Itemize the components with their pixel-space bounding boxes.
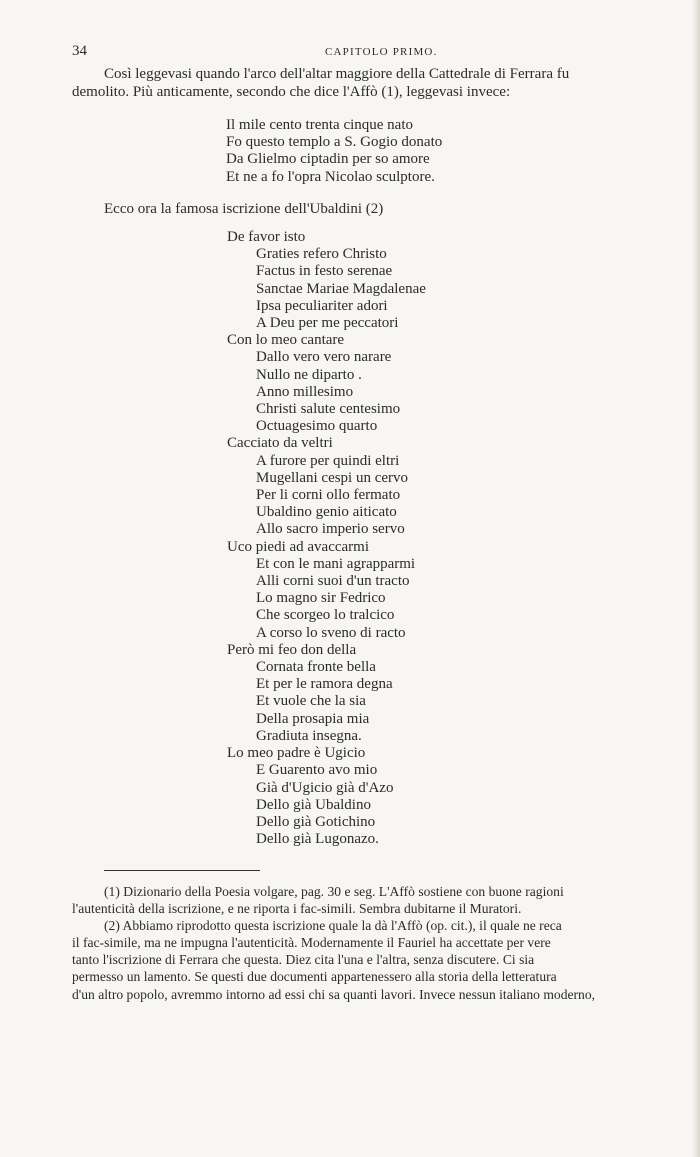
verse-line: Mugellani cespi un cervo <box>256 469 409 486</box>
verse-line: Per li corni ollo fermato <box>256 487 401 504</box>
verse-line: Octuagesimo quarto <box>256 418 378 435</box>
verse-line: Et vuole che la sia <box>256 693 366 710</box>
verse-line: Fo questo templo a S. Gogio donato <box>226 134 443 151</box>
verse-line: Dello già Lugonazo. <box>256 831 379 848</box>
verse-line: Cornata fronte bella <box>256 659 376 676</box>
verse-line: Nullo ne diparto . <box>256 366 362 383</box>
chapter-title: CAPITOLO PRIMO. <box>325 46 438 58</box>
verse-line: Dello già Gotichino <box>256 813 376 830</box>
page-edge <box>692 0 700 1157</box>
verse-line: Graties refero Christo <box>256 246 387 263</box>
verse-line: Con lo meo cantare <box>227 332 345 349</box>
intro-line: Così leggevasi quando l'arco dell'altar maggiore della Cattedrale di Ferrara fu <box>104 66 570 82</box>
verse-line: Factus in festo serenae <box>256 263 393 280</box>
verse-line: A furore per quindi eltri <box>256 452 400 469</box>
ferrara-inscription <box>226 117 442 186</box>
footnote-line: permesso un lamento. Se questi due documenti appartenessero alla storia della letteratura <box>72 969 557 985</box>
footnote-line: (1) Dizionario della Poesia volgare, pag. 30 e seg. L'Affò sostiene con buone ragioni <box>104 884 564 899</box>
verse-line: Già d'Ugicio già d'Azo <box>256 779 394 796</box>
verse-line: E Guarento avo mio <box>256 762 378 779</box>
transition-paragraph <box>72 201 692 219</box>
verse-line: Et per le ramora degna <box>256 676 393 693</box>
verse-line: De favor isto <box>227 229 306 245</box>
page-number: 34 <box>72 43 87 59</box>
footnotes <box>72 883 684 1003</box>
verse-line: Allo sacro imperio servo <box>256 521 405 538</box>
verse-line: Uco piedi ad avaccarmi <box>227 538 370 555</box>
verse-line: Cacciato da veltri <box>227 435 333 452</box>
verse-line: Però mi feo don della <box>227 641 357 658</box>
verse-line: Dello già Ubaldino <box>256 796 371 813</box>
footnote <box>72 917 684 1002</box>
verse-line: Che scorgeo lo tralcico <box>256 607 395 624</box>
footnote-separator <box>104 870 260 871</box>
verse-line: Ubaldino genio aiticato <box>256 504 397 521</box>
verse-line: Et ne a fo l'opra Nicolao sculptore. <box>226 168 435 185</box>
footnote-line: il fac-simile, ma ne impugna l'autenticità. Modernamente il Fauriel ha accettate per vere <box>72 935 551 951</box>
verse-line: Alli corni suoi d'un tracto <box>256 573 410 590</box>
footnote-line: (2) Abbiamo riprodotto questa iscrizione quale la dà l'Affò (op. cit.), il quale ne reca <box>104 918 562 934</box>
transition-line: Ecco ora la famosa iscrizione dell'Ubaldini (2) <box>104 201 384 217</box>
verse-line: Sanctae Mariae Magdalenae <box>256 280 426 297</box>
footnote <box>72 883 684 917</box>
verse-line: A Deu per me peccatori <box>256 315 399 332</box>
verse-line: Anno millesimo <box>256 383 354 400</box>
verse-line: Et con le mani agrapparmi <box>256 555 416 572</box>
verse-line: Lo meo padre è Ugicio <box>227 745 366 762</box>
verse-line: Il mile cento trenta cinque nato <box>226 117 414 133</box>
intro-line: demolito. Più anticamente, secondo che dice l'Affò (1), leggevasi invece: <box>72 83 511 100</box>
verse-line: Da Glielmo ciptadin per so amore <box>226 151 430 168</box>
intro-paragraph <box>72 66 692 101</box>
footnote-line: tanto l'iscrizione di Ferrara che questa. Diez cita l'una e l'altra, senza discutere. Ci sia <box>72 952 535 968</box>
verse-line: A corso lo sveno di racto <box>256 624 406 641</box>
verse-line: Dallo vero vero narare <box>256 349 392 366</box>
verse-line: Lo magno sir Fedrico <box>256 590 386 607</box>
footnote-line: l'autenticità della iscrizione, e ne riporta i fac-simili. Sembra dubitarne il Muratori. <box>72 901 522 917</box>
verse-line: Della prosapia mia <box>256 710 370 727</box>
verse-line: Christi salute centesimo <box>256 401 401 418</box>
verse-line: Ipsa peculiariter adori <box>256 297 388 314</box>
verse-line: Gradiuta insegna. <box>256 727 362 744</box>
ubaldini-inscription <box>227 229 426 848</box>
footnote-line: d'un altro popolo, avremmo intorno ad essi chi sa quanti lavori. Invece nessun italiano moderno, <box>72 986 596 1002</box>
running-head <box>72 43 680 63</box>
